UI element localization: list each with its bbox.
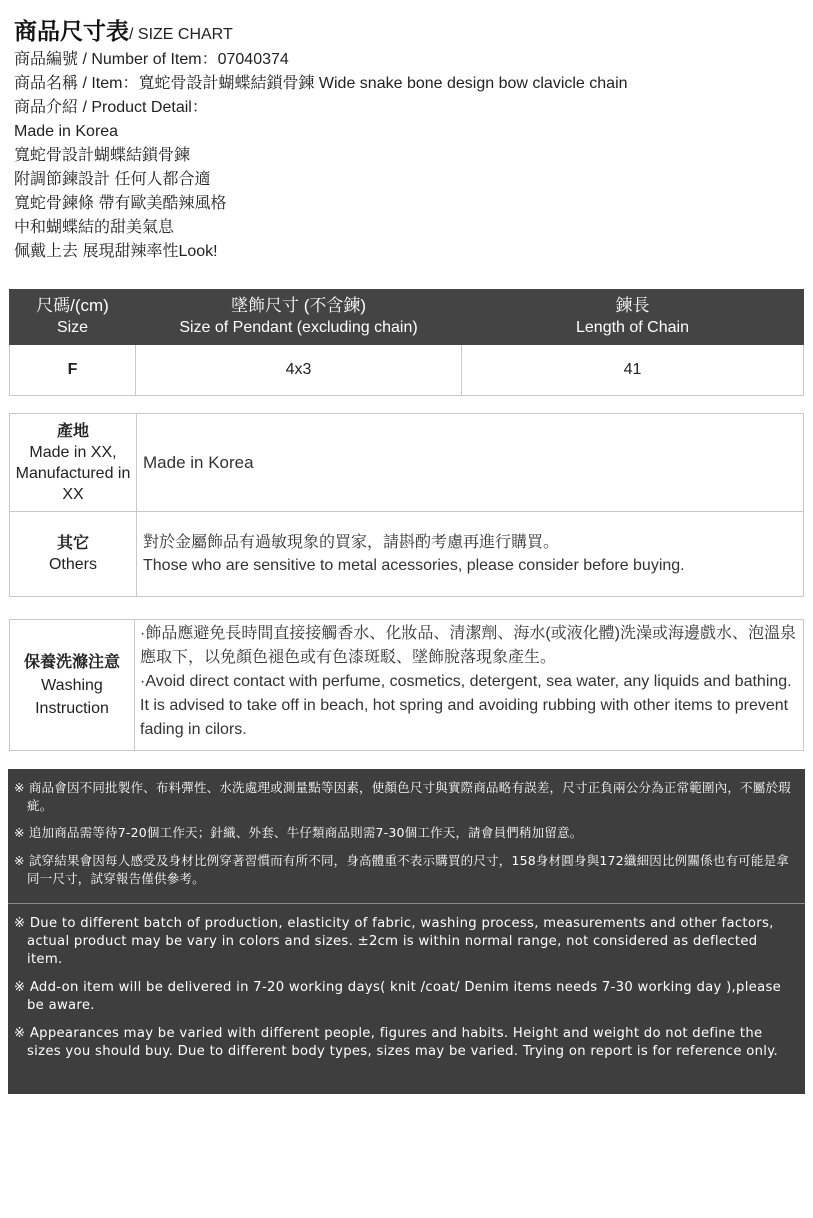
detail-line: 寬蛇骨設計蝴蝶結鎖骨鍊 [14, 147, 191, 164]
size-table-header [10, 290, 804, 345]
page-title [14, 14, 804, 48]
origin-others-table [9, 413, 804, 597]
detail-line: 佩戴上去 展現甜辣率性Look! [14, 243, 218, 260]
detail-line: 寬蛇骨鍊條 帶有歐美酷辣風格 [14, 195, 227, 212]
product-info-header [14, 14, 804, 264]
note-zh: ※ 商品會因不同批製作、布料彈性、水洗處理或測量點等因素，使顏色尺寸與實際商品略有誤差，尺寸正負兩公分為正常範圍內，不屬於瑕疵。 [14, 780, 791, 813]
others-value: 對於金屬飾品有過敏現象的買家，請斟酌考慮再進行購買。 Those who are sensitive to metal acessories, please consider before buying. [137, 512, 804, 597]
column-header-size: 尺碼/(cm) Size [10, 290, 136, 345]
washing-row [10, 620, 804, 751]
origin-label: 產地 Made in XX, Manufactured in XX [10, 414, 137, 512]
detail-line: 中和蝴蝶結的甜美氣息 [14, 219, 175, 236]
size-table [9, 289, 804, 396]
detail-line: Made in Korea [14, 123, 119, 140]
item-number: 商品編號 / Number of Item：07040374 [14, 51, 289, 68]
note-en: ※ Due to different batch of production, elasticity of fabric, washing process, measurements and other factors, actual product may be vary in colors and sizes. ±2cm is within normal range, not considered as deflected item. [14, 916, 774, 967]
size-cell: F [10, 345, 136, 396]
table-row [10, 345, 804, 396]
note-en: ※ Add-on item will be delivered in 7-20 working days( knit /coat/ Denim items needs 7-30 working day ),please be aware. [14, 980, 782, 1013]
item-name: 商品名稱 / Item：寬蛇骨設計蝴蝶結鎖骨鍊 Wide snake bone design bow clavicle chain [14, 75, 628, 92]
origin-value: Made in Korea [137, 414, 804, 512]
column-header-pendant: 墜飾尺寸 (不含鍊) Size of Pendant (excluding chain) [136, 290, 462, 345]
note-zh: ※ 追加商品需等待7-20個工作天；針織、外套、牛仔類商品則需7-30個工作天，請會員們稍加留意。 [14, 825, 583, 840]
chain-length-cell: 41 [462, 345, 804, 396]
note-zh: ※ 試穿結果會因每人感受及身材比例穿著習慣而有所不同，身高體重不表示購買的尺寸，158身材圓身與172纖細因比例關係也有可能是拿同一尺寸，試穿報告僅供參考。 [14, 853, 789, 886]
detail-line: 附調節鍊設計 任何人都合適 [14, 171, 211, 188]
title-zh: 商品尺寸表 [14, 18, 129, 44]
notes-zh-panel [8, 769, 805, 903]
others-label: 其它 Others [10, 512, 137, 597]
washing-value: ·飾品應避免長時間直接接觸香水、化妝品、清潔劑、海水(或液化體)洗澡或海邊戲水、泡溫泉應取下，以免顏色褪色或有色漆斑駁、墜飾脫落現象產生。 ·Avoid direct contact with perfume, cosmetics, detergent, sea water, any liquids and bathing. It is advised to take off in beach, hot spring and avoiding rubbing with other items to prevent fading in cilors. [135, 620, 804, 751]
pendant-size-cell: 4x3 [136, 345, 462, 396]
notes-en-panel [8, 904, 805, 1094]
product-detail-label: 商品介紹 / Product Detail： [14, 99, 208, 116]
note-en: ※ Appearances may be varied with different people, figures and habits. Height and weight do not define the sizes you should buy. Due to different body types, sizes may be varied. Trying on report is for reference only. [14, 1026, 778, 1059]
others-row [10, 512, 804, 597]
washing-label: 保養洗滌注意 Washing Instruction [10, 620, 135, 751]
washing-table [9, 619, 804, 751]
title-en: / SIZE CHART [129, 26, 233, 43]
origin-row [10, 414, 804, 512]
column-header-chain-length: 鍊長 Length of Chain [462, 290, 804, 345]
